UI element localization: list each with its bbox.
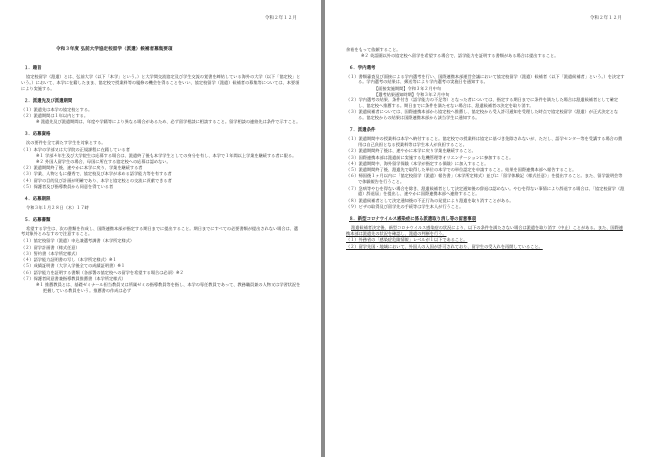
list-item: （１）協定校留学（派遣）申込兼選考調書（本学所定様式）: [21, 238, 135, 244]
list-item: （２）派遣期間は１年以内とする。: [21, 113, 89, 119]
list-item: （１）本学の学部又は大学院の正規課程に在籍している者: [21, 147, 130, 153]
list-item: （２）留学先国・地域において、外国人の入国が許可されており、留学生の受入れを再開していること。: [346, 243, 543, 249]
document-page-right: [325, 0, 646, 457]
list-item: （３）国際連携本部は派遣前に実施する危機管理等オリエンテーションに参加すること。: [346, 154, 514, 160]
section-heading: ４．応募期限: [24, 196, 51, 202]
note: ※２ 英語圏以外の協定校へ留学を希望する場合で、語学能力を証明する書類がある場合は提出すること。: [361, 52, 559, 58]
list-item: （６）語学能力を証明する書類（各部署の協定校への留学を希望する場合は必須）※２: [21, 269, 184, 275]
section-heading: ６．学内選考: [349, 65, 376, 71]
list-item: （５）保護者及び指導教員から同意を得ている者: [21, 183, 114, 189]
list-item: （２）学内選考の結果、条件付き（語学能力の不足等）となった者については、指定する期日までに条件を満たした場合は派遣候補者として確定し、協定校へ推薦する。期日までに条件を満たせない場合は、派遣候補者の決定を取り消す。: [346, 97, 619, 109]
header-date: 令和２年１２月: [264, 16, 297, 21]
section-heading: ５．応募書類: [24, 217, 51, 223]
list-item: （７）急病等やむを得ない場合を除き、派遣候補者として決定通知後の辞退は認めない。やむを得ない事情により辞退する場合は、「協定校留学（派遣）辞退届」を提出し、速やかに国際連携本部へ連絡すること。: [346, 185, 625, 197]
list-item: （８）派遣候補者として決定通知後の不正行為の発覚により派遣を取り消すことがある。: [346, 197, 514, 203]
continued-text: 余裕をもって依頼すること。: [346, 47, 401, 52]
paragraph: 次の要件を全て満たす学生を対象とする。: [26, 140, 106, 146]
list-item: （２）留学計画書（様式任意）: [21, 244, 80, 250]
list-item: （２）派遣期間終了後、速やかに本学に戻り、学業を継続する者: [21, 165, 143, 171]
list-item: （１）派遣先は本学の協定校とする。: [21, 106, 93, 112]
list-item: （５）派遣期間終了後、派遣先で取得した単位の本学での単位認定を申請すること。結果を国際連携本部へ報告すること。: [346, 167, 577, 173]
document-page-left: [0, 0, 321, 457]
list-item: （３）学業、人物ともに優秀で、協定校及び本学が求める語学能力等を有する者: [21, 171, 172, 177]
list-item: （９）ビザの取得及び留学先の手続等は学生本人が行うこと。: [346, 203, 464, 209]
list-item: （３）派遣候補者については、国際連携本部から協定校へ推薦し、協定校から受入許可通知を受理した時点で協定校留学（派遣）が正式決定となる。協定校からの結果は国際連携本部から該当学生に通知する。: [346, 109, 619, 121]
schedule-line: 【選考結果通知時期】令和３年２月中旬: [374, 91, 450, 97]
note: ※２ 外国人留学生の場合、母国に所在する協定校への応募は認めない。: [36, 159, 171, 165]
document-title: 令和３年度 弘前大学協定校留学（派遣）候補者募集要項: [56, 47, 173, 52]
section-heading: ７．派遣条件: [349, 128, 376, 134]
list-item: （５）成績証明書（大学入学後全ての成績証明書）※１: [21, 263, 126, 269]
page-content: [346, 47, 626, 250]
section-heading: ２．派遣先及び派遣期間: [24, 98, 73, 104]
paragraph: 協定校留学（派遣）とは、弘前大学（以下「本学」という。）と大学間交流協定及び学生交流の覚書を締結している海外の大学（以下「協定校」という。）において、本学に在籍したまま、協定校で授業料等の履修の機会を得ることをいい、協定校留学（派遣）候補者の募集等については、本要項により実施する。: [21, 74, 301, 91]
paragraph: 希望する学生は、次の書類を作成し、国際連携本部が指定する期日までに提出すること。期日までにすべての必要書類が提出されない場合は、選考対象外とみなすので注意すること。: [21, 225, 299, 237]
list-item: （４）派遣期間中、海外留学保険（本学が指定する保険）に加入すること。: [346, 160, 489, 166]
list-item: （７）保護者同意書兼指導教員推薦書（本学所定様式）: [21, 276, 126, 282]
section-heading: ８．新型コロナウイルス感染症に係る派遣取り消し等の留意事項: [349, 216, 477, 222]
list-item: （４）留学の目的及び計画が明確であり、本学と協定校との交流に貢献できる者: [21, 177, 172, 183]
note: ※ 派遣先及び派遣期間は、年度や学籍等により異なる場合があるため、必ず留学相談に相談すること。留学相談の連絡先は条件で示すこと。: [36, 119, 301, 125]
section-heading: １．趣旨: [24, 66, 42, 72]
page-content: [21, 47, 301, 294]
schedule-line: 【面接実施期間】令和３年２月中旬: [374, 85, 442, 91]
list-item: （６）帰国後１ヶ月以内に「協定校留学（派遣）報告書」（本学所定様式）並びに「留学体験記（様式任意）」を提出すること。また、留学説明会等で体験報告を行うこと。: [346, 173, 623, 185]
list-item: （２）派遣期間終了後は、速やかに本学に戻り学業を継続すること。: [346, 148, 476, 154]
header-date: 令和２年１２月: [589, 16, 622, 21]
list-item: （１）派遣期間中の授業料は本学へ納付すること。協定校での授業料は協定に基づき免除されないが、ただし、語学センター等を受講する場合の費用は自己負担となる授業料等は学生本人が負担すること。: [346, 136, 623, 147]
list-item: （１）書類審査及び面接による学内選考を行い、国際連携本部運営会議において協定校留学（派遣）候補者（以下「派遣候補者」という。）を決定する。学内選考の結果は、郵送等により学内選考の実施日を通知する。: [346, 73, 625, 85]
paragraph: 派遣候補者決定後、新型コロナウイルス感染症の状況により、以下の条件を満たさない場合は派遣を取り消す（中止）ことがある。また、国際連携本部は派遣先の状況を確認し、派遣の判断を行う。: [346, 224, 623, 236]
note: ※１ 推薦教員とは、基礎ゼミナール担当教員又は所属ゼミの指導教員等を指し、本学の専任教員であって、教務職員兼の人物又は学習状況を把握している教員をいう。推薦書の作成は必ず: [36, 282, 301, 294]
list-item: （１）外務省の「感染症危険情報」レベルが１以下であること。: [346, 237, 468, 243]
paragraph: 令和３年１月２８日（木）１７時: [26, 204, 89, 210]
list-item: （４）語学能力証明書の写し（本学所定様式）※１: [21, 257, 117, 263]
note: ※１ 学部４年生及び大学院生は応募する場合は、派遣終了後も本学学生としての身分を有し、本学で１年間以上学業を継続する者に限る。: [36, 153, 297, 159]
list-item: （３）誓約書（本学所定様式）: [21, 250, 80, 256]
section-heading: ３．応募資格: [24, 132, 51, 138]
